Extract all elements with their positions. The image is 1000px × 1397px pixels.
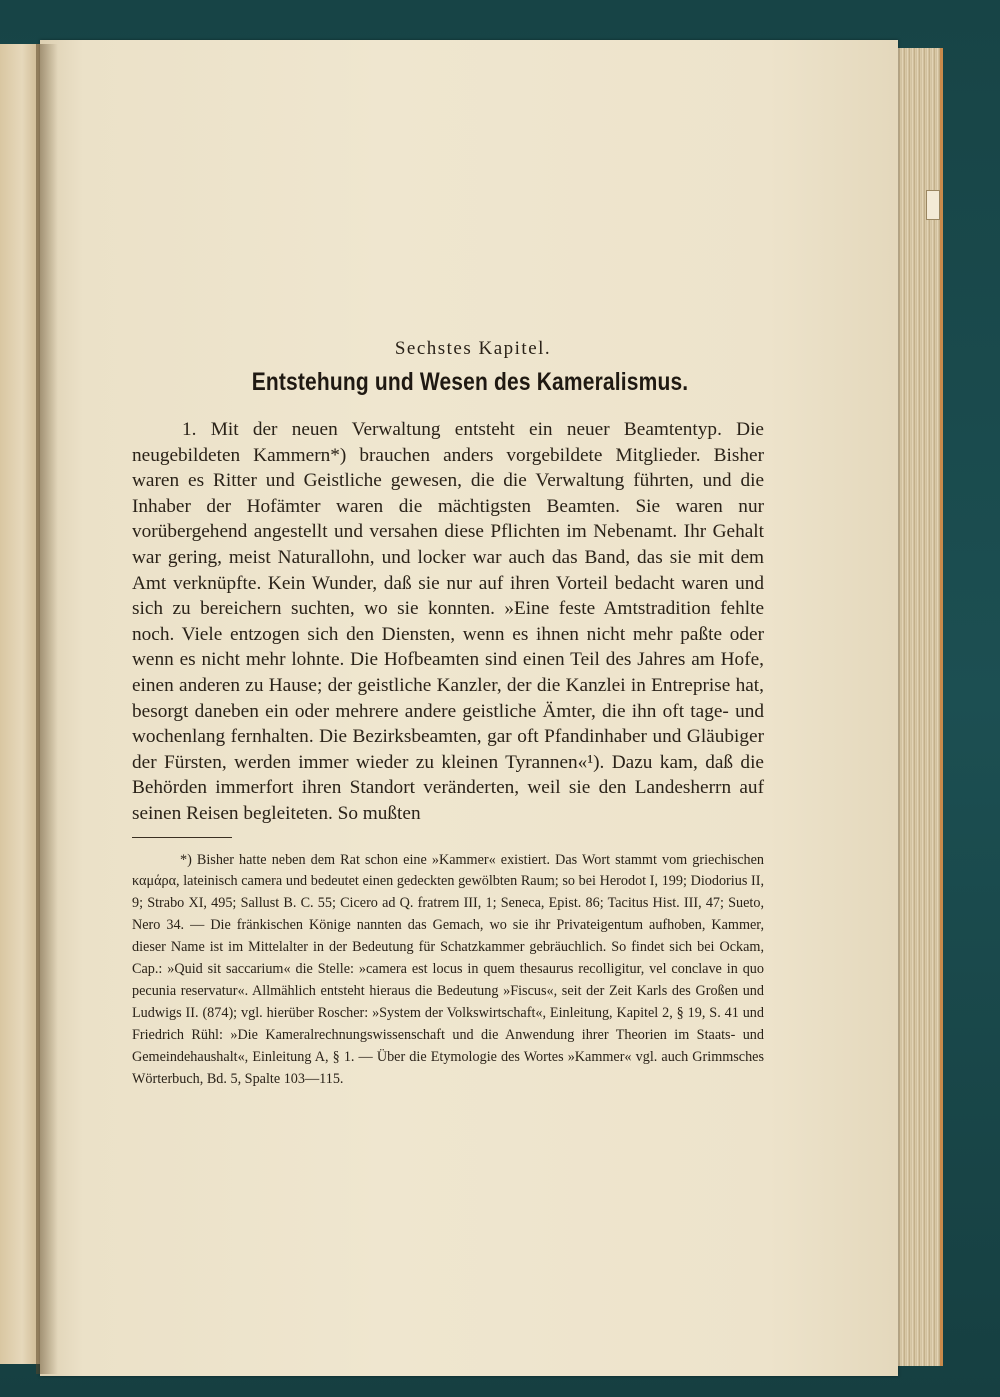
body-paragraph: 1. Mit der neuen Verwaltung entsteht ein neuer Beamtentyp. Die neugebildeten Kammern*) brauchen anders vorgebildete Mitglieder. Bisher waren es Ritter und Geistliche gewesen, die die Verwaltung führten, und die Inhaber der Hofämter waren die mächtigsten Beamten. Sie waren nur vorübergehend angestellt und versahen diese Pflichten im Nebenamt. Ihr Gehalt war gering, meist Naturallohn, und locker war auch das Band, das sie mit dem Amt verknüpfte. Kein Wunder, daß sie nur auf ihren Vorteil bedacht waren und sich zu bereichern suchten, wo sie konnten. »Eine feste Amtstradition fehlte noch. Viele entzogen sich den Diensten, wenn es ihnen nicht mehr paßte oder wenn es nicht mehr lohnte. Die Hofbeamten sind einen Teil des Jahres am Hofe, einen anderen zu Hause; der geistliche Kanzler, der die Kanzlei in Entreprise hat, besorgt daneben ein oder mehrere andere geistliche Ämter, die ihn oft tage- und wochenlang fernhalten. Die Bezirksbeamten, gar oft Pfandinhaber und Gläubiger der Fürsten, werden immer wieder zu kleinen Tyrannen«¹). Dazu kam, daß die Behörden immerfort ihren Standort veränderten, weil sie den Landesherrn auf seinen Reisen begleiteten. So mußten [132, 419, 764, 824]
footnote-divider [132, 837, 232, 838]
spine-shadow [36, 44, 58, 1374]
page-edge-tab [926, 190, 940, 220]
footnote: *) Bisher hatte neben dem Rat schon eine »Kammer« existiert. Das Wort stammt vom griechischen καμάρα, lateinisch camera und bedeutet einen gedeckten gewölbten Raum; so bei Herodot I, 199; Diodorius II, 9; Strabo XI, 495; Sallust B. C. 55; Cicero ad Q. fratrem III, 1; Seneca, Epist. 86; Tacitus Hist. III, 47; Sueto, Nero 34. — Die fränkischen Könige nannten das Gemach, wo sie ihr Privateigentum aufhoben, Kammer, dieser Name ist im Mittelalter in der Bedeutung für Schatzkammer gebräuchlich. So findet sich bei Ockam, Cap.: »Quid sit saccarium« die Stelle: »camera est locus in quem thesaurus recolligitur, vel conclave in quo pecunia reservatur«. Allmählich entsteht hieraus die Bedeutung »Fiscus«, seit der Zeit Karls des Großen und Ludwigs II. (874); vgl. hierüber Roscher: »System der Volkswirtschaft«, Einleitung, Kapitel 2, § 19, S. 41 und Friedrich Rühl: »Die Kameralrechnungswissenschaft und die Anwendung ihrer Theorien im Staats- und Gemeindehaushalt«, Einleitung A, § 1. — Über die Etymologie des Wortes »Kammer« vgl. auch Grimmsches Wörterbuch, Bd. 5, Spalte 103—115. [132, 851, 764, 1087]
page-stack-edges [896, 48, 943, 1366]
page-content [132, 338, 764, 1090]
chapter-label: Sechstes Kapitel. [394, 338, 552, 359]
chapter-title: Entstehung und Wesen des Kameralismus. [251, 368, 689, 396]
